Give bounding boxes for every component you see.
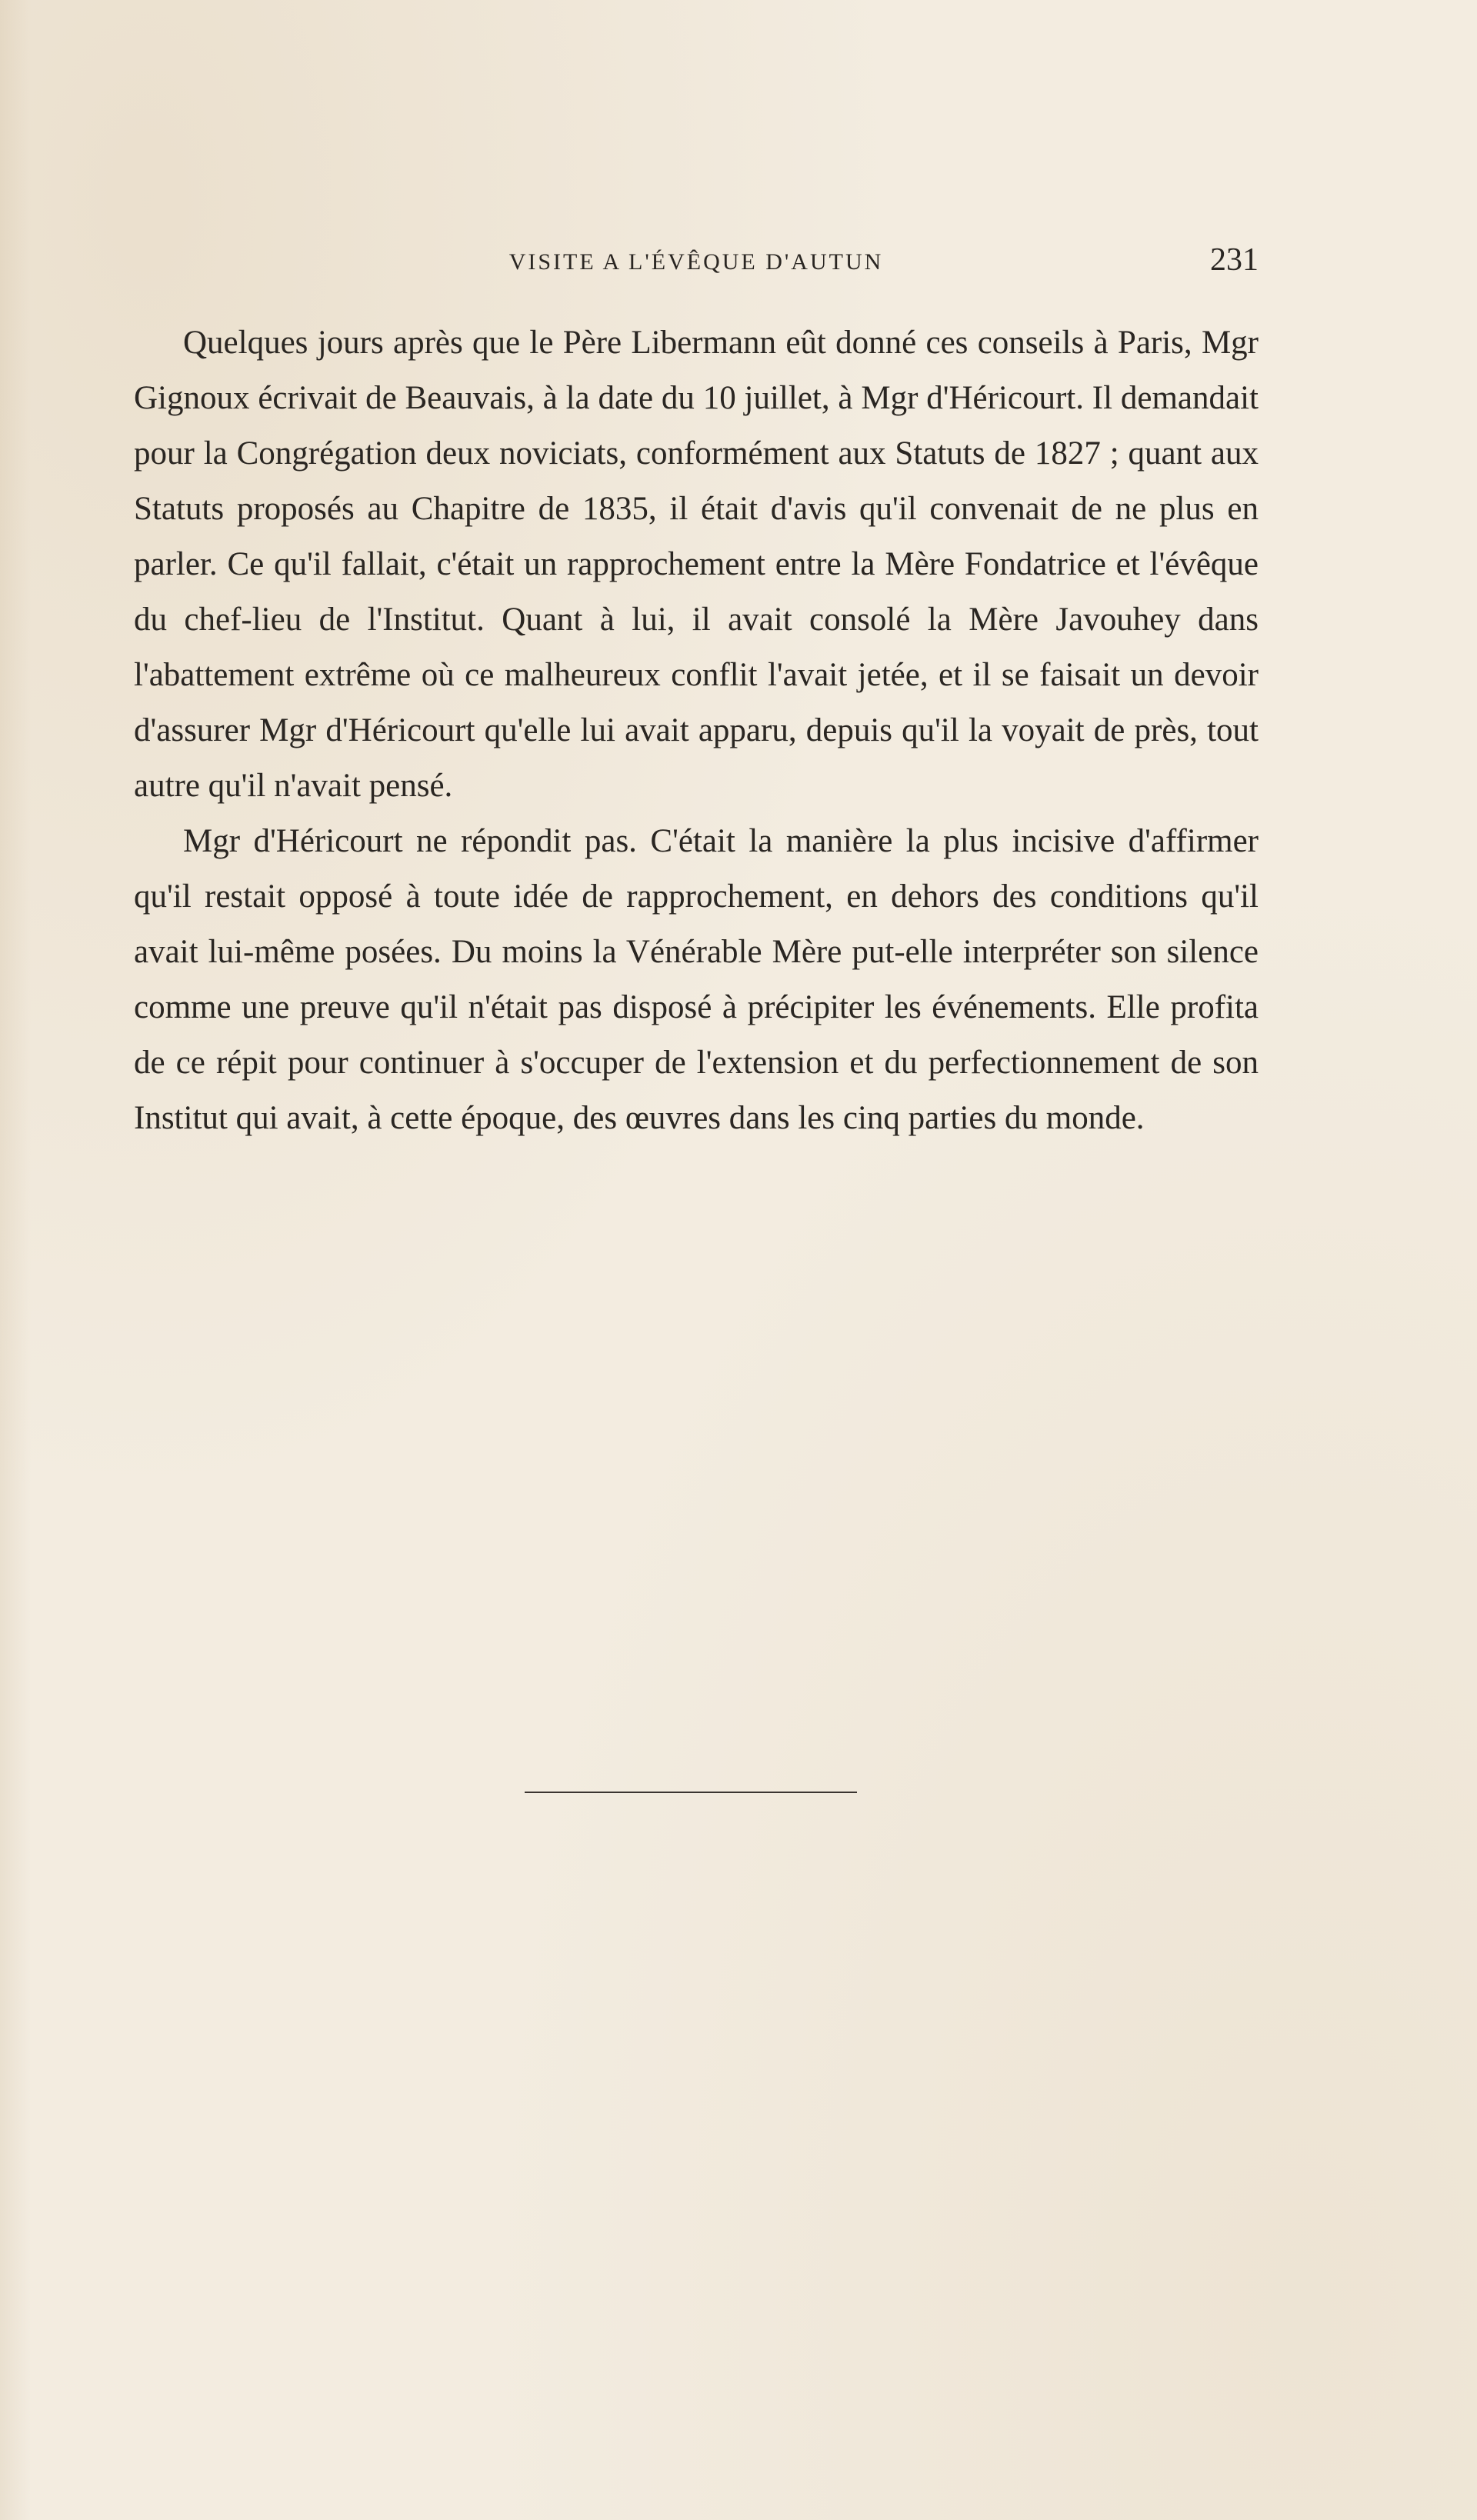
running-title: VISITE A L'ÉVÊQUE D'AUTUN [508,249,884,275]
body-text [134,315,1259,1146]
paragraph-2: Mgr d'Héricourt ne répondit pas. C'était la manière la plus incisive d'affirmer qu'il restait opposé à toute idée de rapprochement, en dehors des conditions qu'il avait lui-même posées. Du moins la Vénérable Mère put-elle interpréter son silence comme une preuve qu'il n'était pas disposé à précipiter les événements. Elle profita de ce répit pour continuer à s'occuper de l'extension et du perfectionnement de son Institut qui avait, à cette époque, des œuvres dans les cinq parties du monde. [134,823,1259,1136]
page-number: 231 [1210,242,1259,278]
section-end-rule [525,1792,857,1793]
paragraph-1: Quelques jours après que le Père Libermann eût donné ces conseils à Paris, Mgr Gignoux écrivait de Beauvais, à la date du 10 juillet, à Mgr d'Héricourt. Il demandait pour la Congrégation deux noviciats, conformément aux Statuts de 1827 ; quant aux Statuts proposés au Chapitre de 1835, il était d'avis qu'il convenait de ne plus en parler. Ce qu'il fallait, c'était un rapprochement entre la Mère Fondatrice et l'évêque du chef-lieu de l'Institut. Quant à lui, il avait consolé la Mère Javouhey dans l'abattement extrême où ce malheureux conflit l'avait jetée, et il se faisait un devoir d'assurer Mgr d'Héricourt qu'elle lui avait apparu, depuis qu'il la voyait de près, tout autre qu'il n'avait pensé. [134,325,1259,804]
page-header [134,242,1259,288]
